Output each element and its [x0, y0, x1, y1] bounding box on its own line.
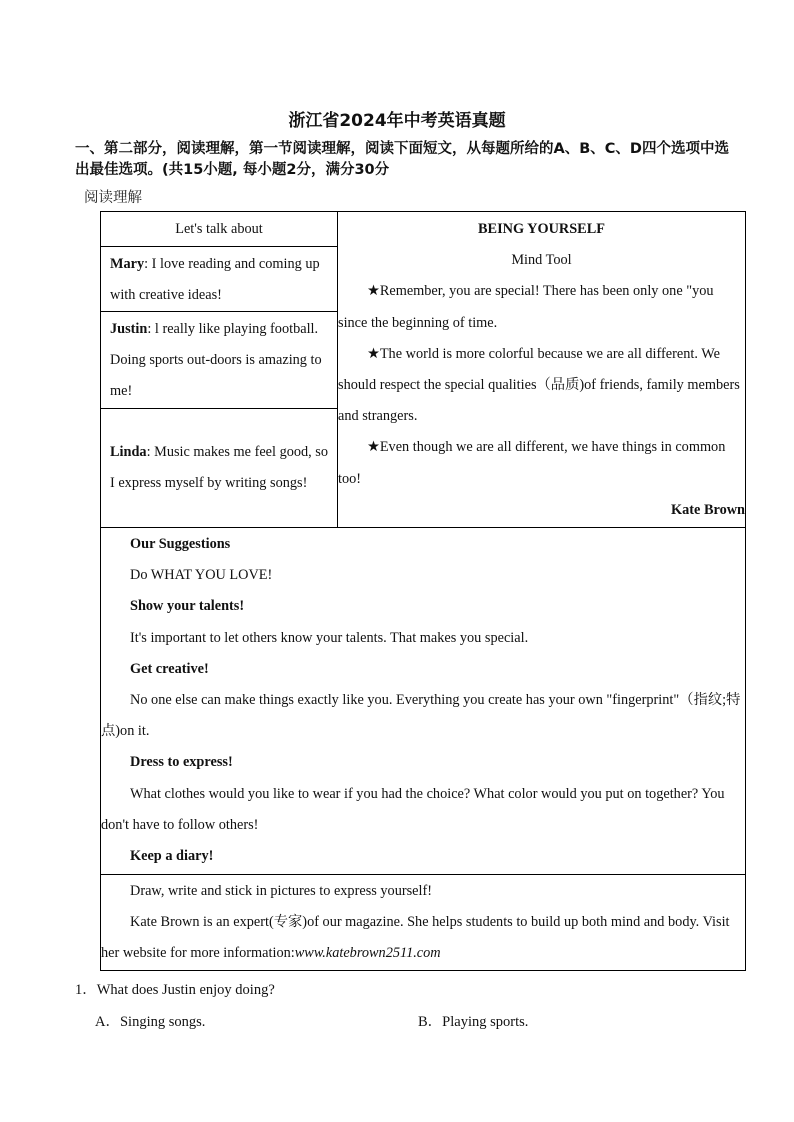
instruction-text: 一、第二部分，阅读理解，第一节阅读理解，阅读下面短文，从每题所给的A、B、C、D四个选项中选出最佳选项。(共15小题, 每小题2分，满分30分 — [75, 141, 729, 178]
website-link: www.katebrown2511.com — [294, 945, 441, 962]
question-1 — [75, 978, 275, 999]
suggestion-heading: Dress to express! — [130, 754, 233, 771]
article-paragraph: ★Even though we are all different, we have things in common too! — [338, 439, 726, 487]
bottom-section — [101, 876, 745, 970]
lets-talk-heading: Let's talk about — [175, 221, 263, 237]
mind-tool-panel — [338, 214, 745, 526]
suggestion-text: What clothes would you like to wear if you had the choice? What color would you put on together? You don't have to follow others! — [101, 785, 725, 833]
option-letter: A． — [95, 1014, 120, 1030]
row-divider — [101, 874, 745, 875]
article-paragraph: ★The world is more colorful because we are all different. We should respect the special qualities（品质)of friends, family members and strangers. — [338, 345, 740, 425]
linda-cell — [110, 437, 336, 499]
mary-cell — [110, 249, 334, 311]
person-text: : Music makes me feel good, so I express myself by writing songs! — [110, 444, 329, 492]
option-letter: B． — [418, 1014, 443, 1030]
person-name: Mary — [110, 256, 145, 272]
section-label: 阅读理解 — [84, 190, 142, 206]
row-divider — [101, 408, 337, 409]
person-text: : l really like playing football. Doing sports out-doors is amazing to me! — [110, 321, 322, 400]
row-divider — [101, 246, 337, 247]
person-name: Linda — [110, 444, 147, 460]
bottom-paragraph: Kate Brown is an expert(专家)of our magazine. She helps students to build up both mind and body. Visit her website for more information:www.katebrown2511.com — [101, 914, 730, 962]
suggestion-text: It's important to let others know your talents. That makes you special. — [130, 629, 529, 646]
question-stem: What does Justin enjoy doing? — [96, 982, 275, 998]
option-text: Playing sports. — [442, 1014, 529, 1030]
passage-frame — [100, 211, 746, 971]
suggestions-heading: Our Suggestions — [130, 536, 231, 552]
suggestion-heading: Keep a diary! — [130, 848, 214, 865]
article-author: Kate Brown — [671, 501, 745, 518]
article-subtitle: Mind Tool — [511, 252, 572, 269]
option-text: Singing songs. — [119, 1014, 206, 1030]
page-title: 浙江省2024年中考英语真题 — [288, 111, 506, 131]
option-b — [418, 1010, 528, 1031]
bottom-line: Draw, write and stick in pictures to express yourself! — [130, 883, 433, 899]
article-paragraph: ★Remember, you are special! There has been only one "you since the beginning of time. — [338, 283, 714, 331]
person-name: Justin — [110, 321, 148, 337]
question-number: 1． — [75, 982, 97, 998]
suggestion-heading: Show your talents! — [130, 598, 245, 615]
article-title: BEING YOURSELF — [478, 221, 605, 237]
row-divider — [101, 527, 745, 528]
justin-cell — [110, 314, 334, 408]
option-a — [95, 1010, 205, 1031]
person-text: : I love reading and coming up with creative ideas! — [110, 256, 320, 304]
suggestions-intro: Do WHAT YOU LOVE! — [130, 567, 273, 584]
suggestion-text: No one else can make things exactly like you. Everything you create has your own "fingerprint"（指纹;特点)on it. — [101, 692, 741, 740]
suggestions-section — [101, 529, 745, 872]
suggestion-heading: Get creative! — [130, 660, 209, 677]
